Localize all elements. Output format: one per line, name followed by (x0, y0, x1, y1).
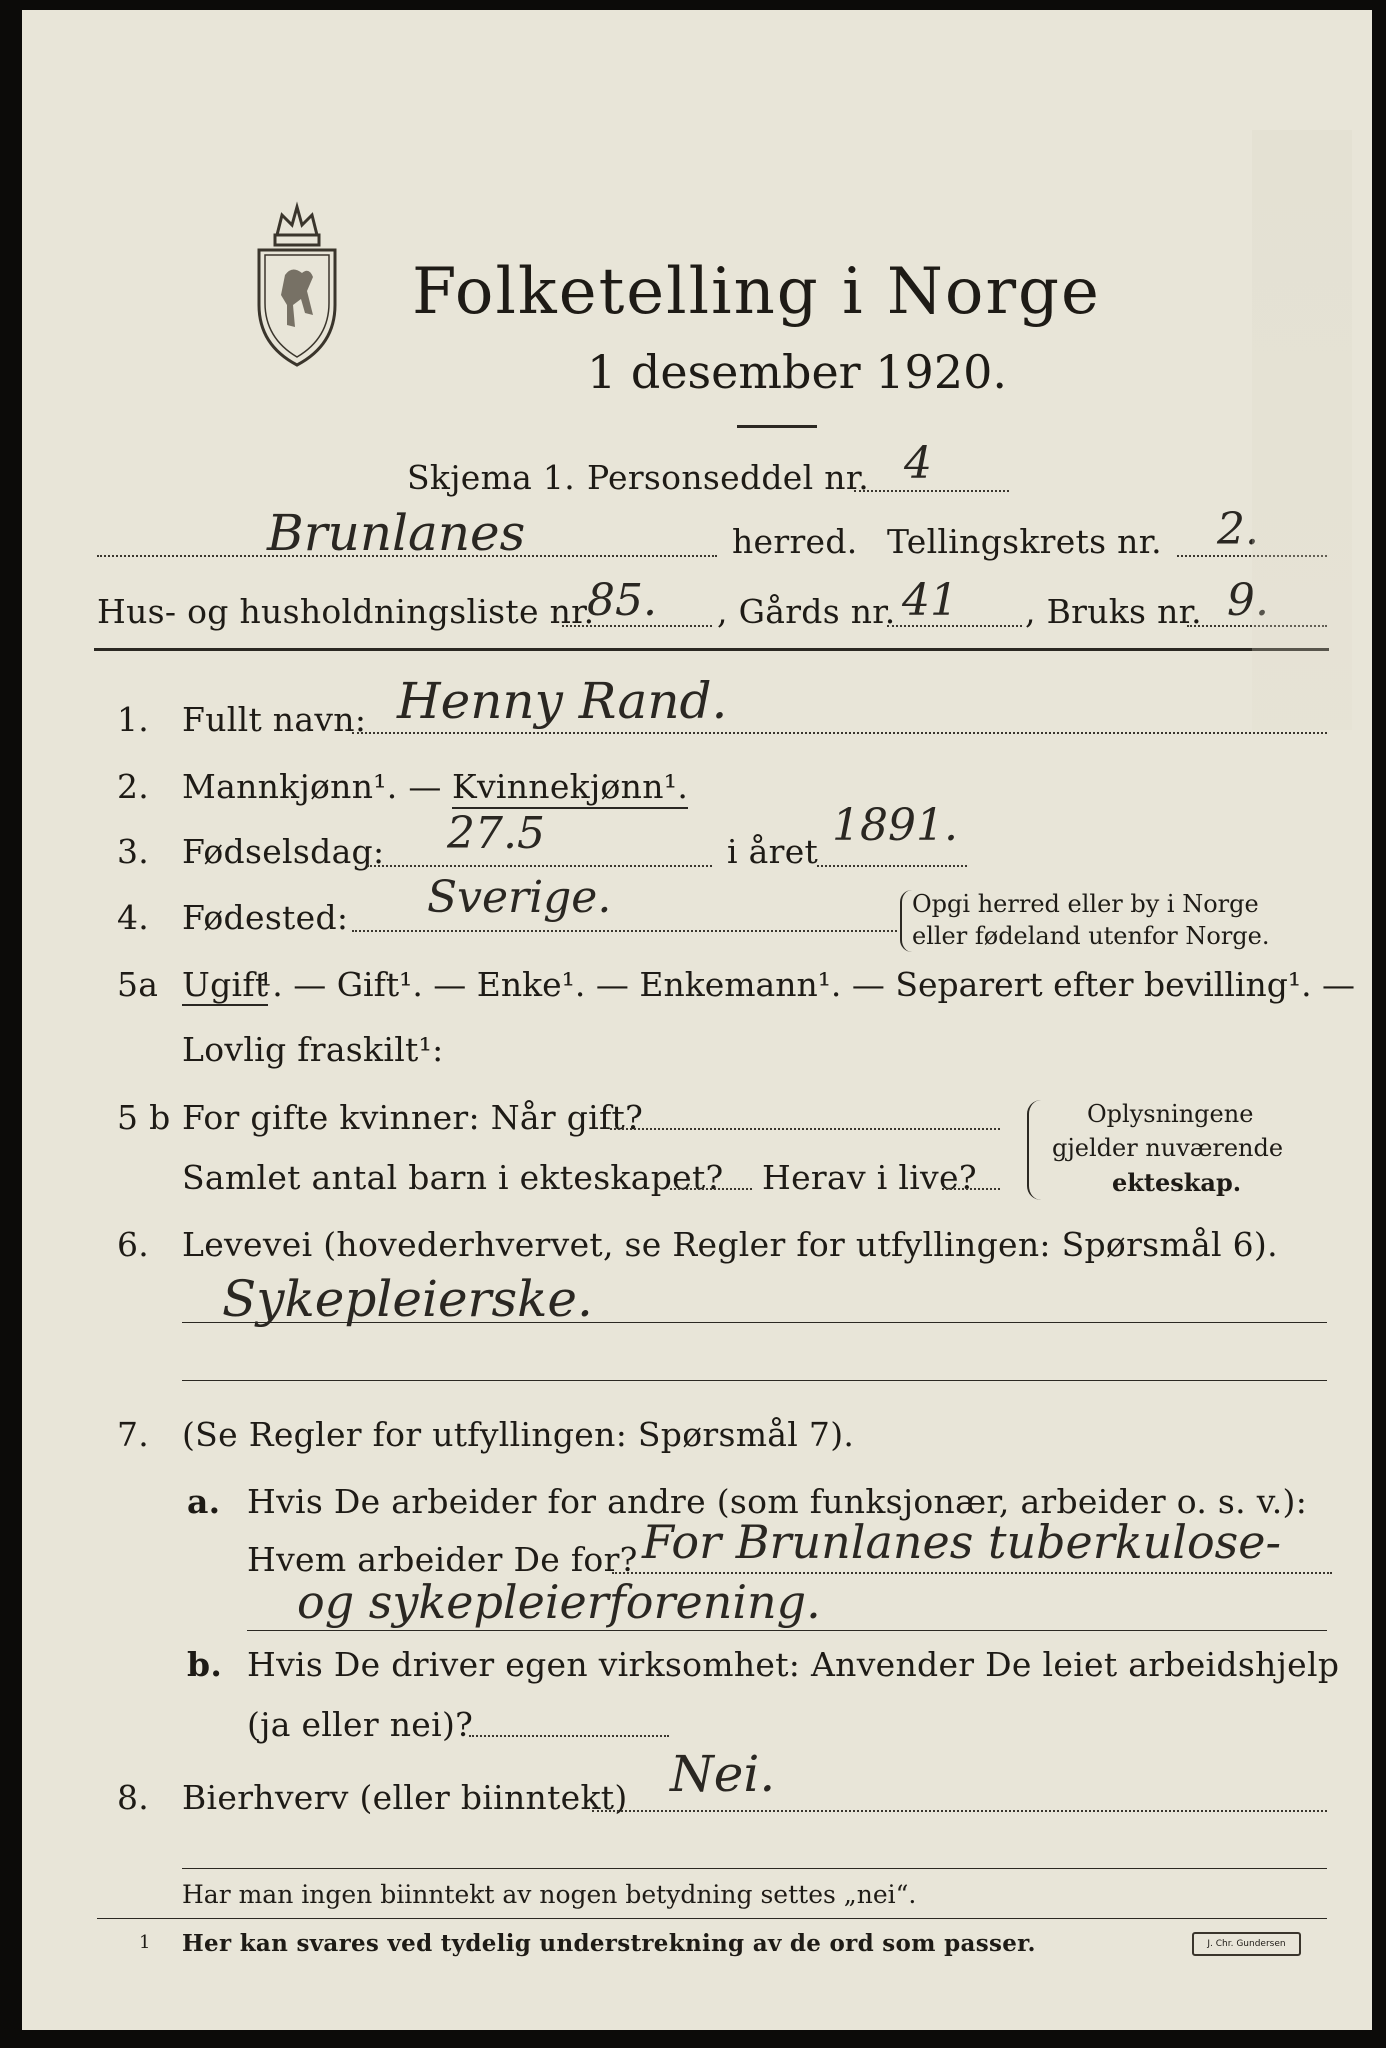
husliste-value: 85. (587, 575, 657, 626)
coat-of-arms-lion-icon (247, 195, 347, 370)
herred-label: herred. (732, 522, 858, 561)
personseddel-label: Personseddel nr. (587, 458, 870, 497)
birthday-label: Fødselsdag: (182, 832, 385, 871)
employment-rules-label: (Se Regler for utfyllingen: Spørsmål 7). (182, 1415, 855, 1454)
children-alive-line (942, 1188, 1000, 1190)
birthday-value: 27.5 (447, 808, 545, 859)
side-income-line-2 (182, 1868, 1327, 1869)
birth-year-label: i året (727, 832, 819, 871)
bleed-through-shadow (1252, 130, 1352, 730)
field-8-number: 8. (117, 1778, 150, 1817)
female-option-underlined: Kvinnekjønn¹. (452, 767, 688, 809)
page-title: Folketelling i Norge (412, 255, 1101, 329)
header-rule (94, 648, 1329, 651)
unmarried-option-underlined: Ugift (182, 965, 269, 1004)
self-employed-label: Hvis De driver egen virksomhet: Anvender De leiet arbeidshjelp (247, 1645, 1340, 1684)
field-7b-letter: b. (187, 1645, 223, 1684)
printer-stamp: J. Chr. Gundersen (1192, 1932, 1301, 1956)
marriage-note-line1: Oplysningene (1087, 1100, 1254, 1128)
employer-line (612, 1572, 1332, 1574)
male-option: Mannkjønn¹. — (182, 767, 442, 806)
occupation-line-1 (182, 1322, 1327, 1323)
field-6-number: 6. (117, 1225, 150, 1264)
birthday-line (367, 865, 712, 867)
census-form (22, 10, 1372, 2030)
title-divider (737, 425, 817, 428)
side-income-note: Har man ingen biinntekt av nogen betydning settes „nei“. (182, 1880, 917, 1909)
herred-value: Brunlanes (267, 504, 526, 562)
field-4-number: 4. (117, 898, 150, 937)
full-name-label: Fullt navn: (182, 700, 367, 739)
side-income-value: Nei. (670, 1745, 776, 1803)
personseddel-line (854, 490, 1009, 492)
children-count-line (670, 1188, 752, 1190)
employer-label: Hvem arbeider De for? (247, 1540, 638, 1579)
married-when-line (610, 1128, 1000, 1130)
birthplace-note-line1: Opgi herred eller by i Norge (912, 890, 1259, 918)
married-when-label: For gifte kvinner: Når gift? (182, 1098, 644, 1137)
occupation-line-2 (182, 1380, 1327, 1381)
employer-value-line2: og sykepleierforening. (297, 1575, 821, 1629)
tellingskrets-value: 2. (1217, 504, 1259, 555)
bruks-label: , Bruks nr. (1025, 592, 1202, 631)
birthplace-label: Fødested: (182, 898, 349, 937)
birthplace-line (352, 930, 897, 932)
field-3-number: 3. (117, 832, 150, 871)
schema-label: Skjema 1. (407, 458, 576, 497)
birth-year-value: 1891. (832, 800, 958, 851)
employer-line-2 (247, 1630, 1327, 1631)
occupation-label: Levevei (hovederhvervet, se Regler for utfyllingen: Spørsmål 6). (182, 1225, 1278, 1264)
marital-status-options: ¹. — Gift¹. — Enke¹. — Enkemann¹. — Separert efter bevilling¹. — (259, 965, 1356, 1004)
field-2-number: 2. (117, 767, 150, 806)
field-5a-number: 5a (117, 965, 159, 1004)
footnote-text: Her kan svares ved tydelig understrekning av de ord som passer. (182, 1930, 1036, 1957)
field-7a-letter: a. (187, 1482, 221, 1521)
footnote-rule (97, 1918, 1327, 1919)
employer-value-line1: For Brunlanes tuberkulose- (642, 1515, 1282, 1569)
gards-value: 41 (902, 575, 958, 626)
employed-by-others-label: Hvis De arbeider for andre (som funksjonær, arbeider o. s. v.): (247, 1482, 1308, 1521)
field-5b-number: 5 b (117, 1098, 171, 1137)
husliste-label: Hus- og husholdningsliste nr. (97, 592, 595, 631)
tellingskrets-label: Tellingskrets nr. (887, 522, 1162, 561)
side-income-line (592, 1810, 1327, 1812)
birthplace-note-line2: eller fødeland utenfor Norge. (912, 922, 1270, 950)
hired-help-label: (ja eller nei)? (247, 1705, 474, 1744)
divorced-option: Lovlig fraskilt¹: (182, 1030, 444, 1069)
birthplace-value: Sverige. (427, 872, 612, 923)
marriage-note-brace (1027, 1100, 1041, 1200)
marriage-note-line2: gjelder nuværende (1052, 1134, 1284, 1162)
gards-label: , Gårds nr. (717, 592, 896, 631)
children-alive-label: Herav i live? (762, 1158, 977, 1197)
birthplace-note-brace (900, 890, 912, 952)
bruks-value: 9. (1227, 575, 1269, 626)
field-7-number: 7. (117, 1415, 150, 1454)
full-name-line (352, 732, 1327, 734)
children-count-label: Samlet antal barn i ekteskapet? (182, 1158, 724, 1197)
census-date: 1 desember 1920. (587, 345, 1007, 399)
birth-year-line (817, 865, 967, 867)
occupation-value: Sykepleierske. (222, 1270, 593, 1328)
full-name-value: Henny Rand. (397, 672, 728, 730)
hired-help-line (469, 1735, 669, 1737)
footnote-mark: 1 (139, 1932, 151, 1953)
side-income-label: Bierhverv (eller biinntekt) (182, 1778, 628, 1817)
field-1-number: 1. (117, 700, 150, 739)
personseddel-value: 4 (904, 438, 932, 489)
marriage-note-line3: ekteskap. (1112, 1168, 1242, 1197)
